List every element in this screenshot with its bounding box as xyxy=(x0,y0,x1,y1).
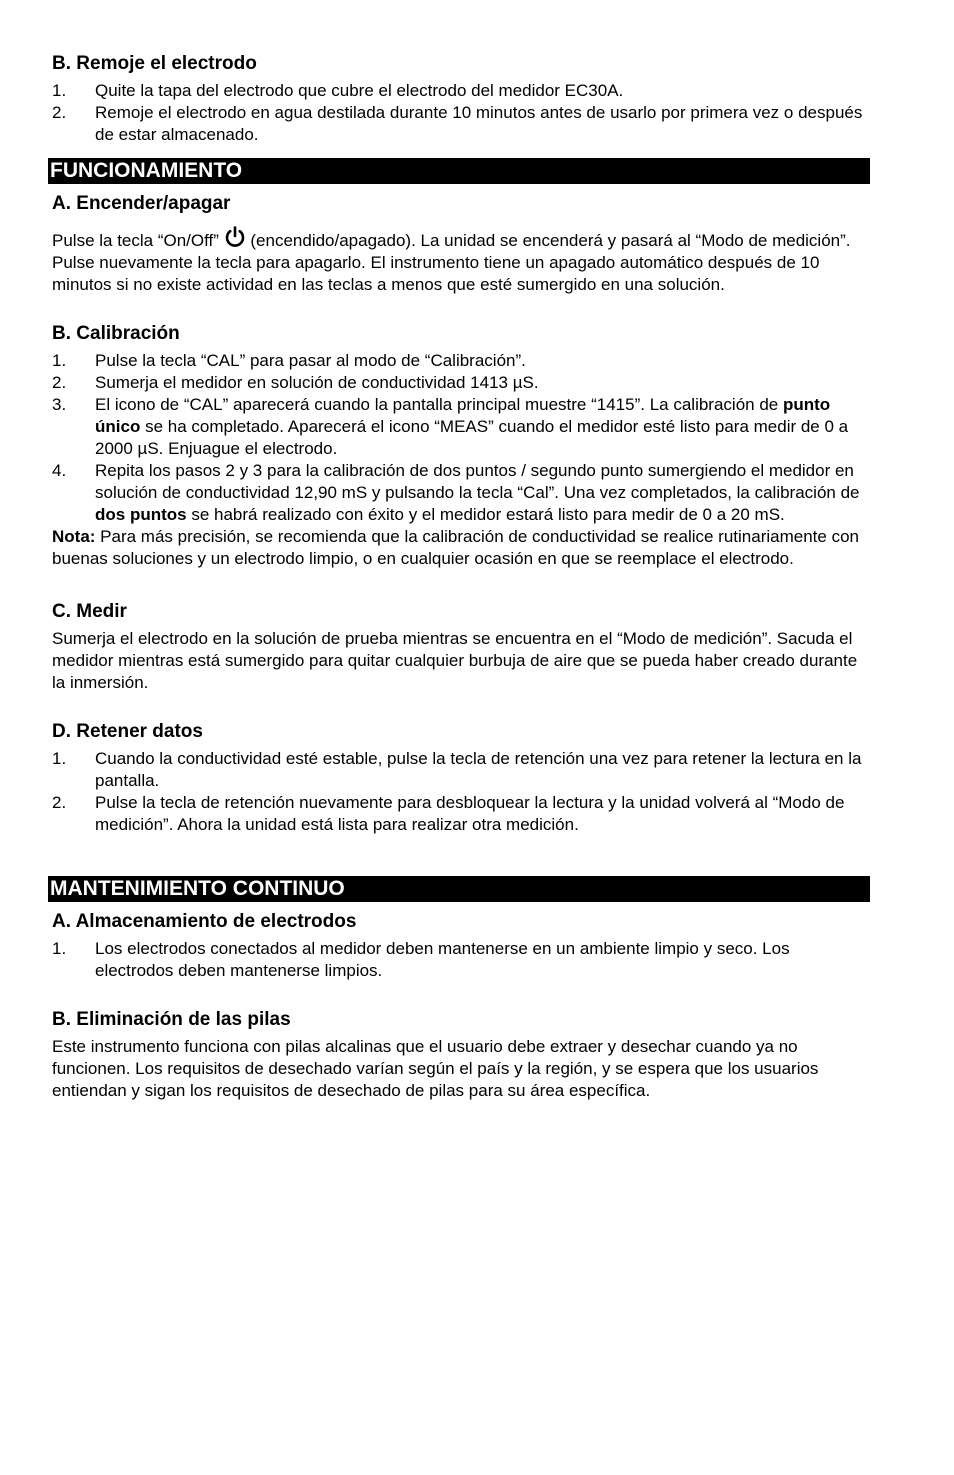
calibration-list xyxy=(52,350,872,526)
list-text: Pulse la tecla de retención nuevamente para desbloquear la lectura y la unidad volverá al “Modo de medición”. Ahora la unidad está lista para realizar otra medición. xyxy=(95,793,845,834)
list-item xyxy=(52,372,872,394)
list-number: 2. xyxy=(52,373,67,392)
bold-term: dos puntos xyxy=(95,505,187,524)
calibration-heading: B. Calibración xyxy=(52,323,180,344)
measure-section xyxy=(52,600,872,694)
list-text: Remoje el electrodo en agua destilada durante 10 minutos antes de usarlo por primera vez o después de estar almacenado. xyxy=(95,103,863,144)
soak-heading: B. Remoje el electrodo xyxy=(52,53,257,74)
battery-paragraph: Este instrumento funciona con pilas alcalinas que el usuario debe extraer y desechar cuando ya no funcionen. Los requisitos de desechado varían según el país y la región, y se espera que los usuarios entiendan y sigan los requisitos de desechado de pilas para su área específica. xyxy=(52,1037,819,1100)
list-text: El icono de “CAL” aparecerá cuando la pantalla principal muestre “1415”. La calibración de xyxy=(95,395,783,414)
list-number: 4. xyxy=(52,461,67,480)
list-number: 1. xyxy=(52,351,67,370)
list-item xyxy=(52,80,872,102)
storage-heading: A. Almacenamiento de electrodos xyxy=(52,911,357,932)
power-text-after: (encendido/apagado). La unidad se encenderá y pasará al “Modo de medición”. Pulse nuevamente la tecla para apagarlo. El instrumento tiene un apagado automático después de 10 minutos si no existe actividad en las teclas a menos que esté sumergido en una solución. xyxy=(52,231,851,294)
list-text: Quite la tapa del electrodo que cubre el electrodo del medidor EC30A. xyxy=(95,81,624,100)
list-text: Repita los pasos 2 y 3 para la calibración de dos puntos / segundo punto sumergiendo el medidor en solución de conductividad 12,90 mS y pulsando la tecla “Cal”. Una vez completados, la calibración de xyxy=(95,461,860,502)
power-icon xyxy=(224,226,246,248)
storage-list xyxy=(52,938,872,982)
calibration-section xyxy=(52,322,872,570)
list-number: 3. xyxy=(52,395,67,414)
measure-heading: C. Medir xyxy=(52,601,127,622)
hold-heading: D. Retener datos xyxy=(52,721,203,742)
list-number: 1. xyxy=(52,749,67,768)
manual-page xyxy=(52,52,872,1102)
calibration-note xyxy=(52,526,872,570)
power-heading: A. Encender/apagar xyxy=(52,193,231,214)
measure-paragraph: Sumerja el electrodo en la solución de prueba mientras se encuentra en el “Modo de medición”. Sacuda el medidor mientras está sumergido para quitar cualquier burbuja de aire que se pueda haber creado durante la inmersión. xyxy=(52,629,858,692)
list-number: 1. xyxy=(52,939,67,958)
list-item xyxy=(52,460,872,526)
note-text: Para más precisión, se recomienda que la calibración de conductividad se realice rutinariamente con buenas soluciones y un electrodo limpio, o en cualquier ocasión en que se reemplace el electrodo. xyxy=(52,527,859,568)
list-text: Cuando la conductividad esté estable, pulse la tecla de retención una vez para retener la lectura en la pantalla. xyxy=(95,749,862,790)
list-number: 1. xyxy=(52,81,67,100)
list-text: Pulse la tecla “CAL” para pasar al modo de “Calibración”. xyxy=(95,351,526,370)
maintenance-section-bar: MANTENIMIENTO CONTINUO xyxy=(48,876,870,902)
battery-section xyxy=(52,1008,872,1102)
list-item xyxy=(52,350,872,372)
list-item xyxy=(52,748,872,792)
storage-section xyxy=(52,910,872,982)
hold-section xyxy=(52,720,872,836)
note-label: Nota: xyxy=(52,527,96,546)
battery-heading: B. Eliminación de las pilas xyxy=(52,1009,291,1030)
list-number: 2. xyxy=(52,103,67,122)
list-number: 2. xyxy=(52,793,67,812)
list-text: Sumerja el medidor en solución de conductividad 1413 µS. xyxy=(95,373,539,392)
hold-list xyxy=(52,748,872,836)
list-text: Los electrodos conectados al medidor deben mantenerse en un ambiente limpio y seco. Los electrodos deben mantenerse limpios. xyxy=(95,939,790,980)
bold-term: punto único xyxy=(95,395,831,436)
list-item xyxy=(52,792,872,836)
soak-list xyxy=(52,80,872,146)
list-item xyxy=(52,394,872,460)
list-text: se habrá realizado con éxito y el medidor estará listo para medir de 0 a 20 mS. xyxy=(186,505,785,524)
power-paragraph xyxy=(52,226,872,296)
list-text: se ha completado. Aparecerá el icono “MEAS” cuando el medidor esté listo para medir de 0 a 2000 µS. Enjuague el electrodo. xyxy=(95,417,849,458)
power-text-before: Pulse la tecla “On/Off” xyxy=(52,231,224,250)
operation-section-bar: FUNCIONAMIENTO xyxy=(48,158,870,184)
soak-section xyxy=(52,52,872,146)
list-item xyxy=(52,938,872,982)
power-section xyxy=(52,192,872,296)
list-item xyxy=(52,102,872,146)
